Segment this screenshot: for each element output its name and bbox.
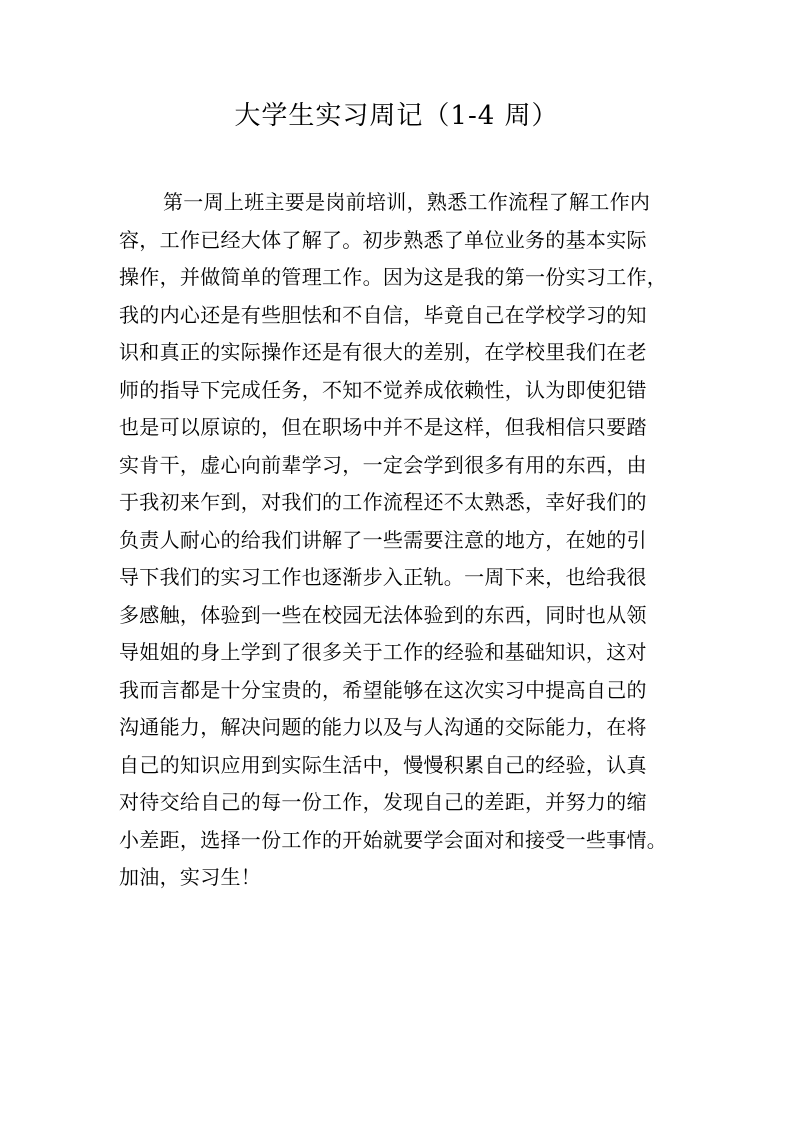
paragraph-line: 我的内心还是有些胆怯和不自信，毕竟自己在学校学习的知 (119, 302, 647, 327)
paragraph-line: 师的指导下完成任务，不知不觉养成依赖性，认为即使犯错 (119, 377, 647, 402)
paragraph-line: 小差距，选择一份工作的开始就要学会面对和接受一些事情。 (119, 827, 668, 852)
body-paragraph (119, 184, 679, 897)
paragraph-line: 负责人耐心的给我们讲解了一些需要注意的地方，在她的引 (119, 527, 647, 552)
paragraph-line: 识和真正的实际操作还是有很大的差别，在学校里我们在老 (119, 340, 647, 364)
paragraph-line: 导下我们的实习工作也逐渐步入正轨。一周下来，也给我很 (119, 565, 647, 589)
document-title: 大学生实习周记（1-4 周） (234, 101, 559, 131)
paragraph-line: 多感触，体验到一些在校园无法体验到的东西，同时也从领 (119, 602, 647, 627)
paragraph-line: 对待交给自己的每一份工作，发现自己的差距，并努力的缩 (119, 790, 647, 814)
paragraph-line: 也是可以原谅的，但在职场中并不是这样，但我相信只要踏 (119, 415, 647, 439)
paragraph-line: 于我初来乍到，对我们的工作流程还不太熟悉，幸好我们的 (119, 490, 647, 514)
paragraph-line: 沟通能力，解决问题的能力以及与人沟通的交际能力，在将 (119, 715, 647, 739)
paragraph-line: 自己的知识应用到实际生活中，慢慢积累自己的经验，认真 (119, 752, 647, 777)
paragraph-line: 加油，实习生！ (119, 865, 262, 889)
paragraph-line: 容，工作已经大体了解了。初步熟悉了单位业务的基本实际 (119, 227, 647, 252)
paragraph-line: 我而言都是十分宝贵的，希望能够在这次实习中提高自己的 (119, 677, 647, 702)
paragraph-line: 导姐姐的身上学到了很多关于工作的经验和基础知识，这对 (119, 640, 647, 664)
paragraph-line: 第一周上班主要是岗前培训，熟悉工作流程了解工作内 (163, 190, 651, 214)
paragraph-line: 实肯干，虚心向前辈学习，一定会学到很多有用的东西，由 (119, 452, 647, 477)
paragraph-line: 操作，并做简单的管理工作。因为这是我的第一份实习工作， (119, 265, 668, 289)
